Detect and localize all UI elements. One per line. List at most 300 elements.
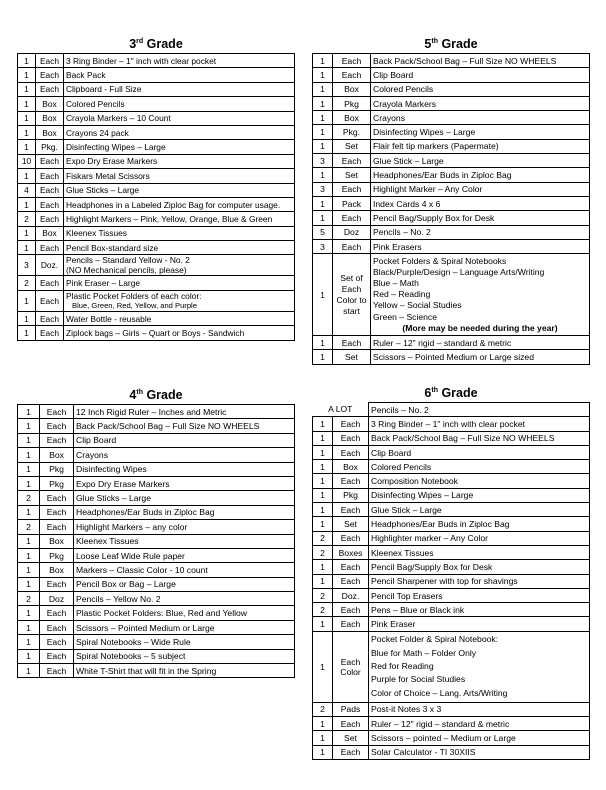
unit-cell: Each [36,183,64,197]
item-cell: Headphones/Ear Buds in Ziploc Bag [371,168,590,182]
unit-cell: Each [333,745,369,759]
table-row [18,154,295,168]
unit-cell: Each [333,182,371,196]
qty-cell: 1 [313,96,333,110]
item-cell: Ziplock bags – Girls – Quart or Boys - Sandwich [64,326,295,340]
unit-cell: Each [40,491,74,505]
unit-cell: Each [36,68,64,82]
unit-cell: Doz [40,592,74,606]
table-row [18,226,295,240]
item-cell: Pencil Box-standard size [64,241,295,255]
table-row [18,405,295,419]
unit-cell: Box [36,111,64,125]
unit-cell: Each [333,417,369,431]
item-cell: Back Pack/School Bag – Full Size NO WHEELS [369,431,590,445]
qty-cell: 1 [313,125,333,139]
item-line: Green – Science [373,311,438,322]
table-row [18,140,295,154]
item-line: Pocket Folder & Spiral Notebook: [371,634,499,645]
qty-cell: 1 [313,196,333,210]
table-row [313,517,590,531]
grade6-table [312,402,590,760]
qty-cell: 1 [313,336,333,350]
item-cell: Expo Dry Erase Markers [74,476,295,490]
qty-cell: 1 [18,534,40,548]
table-row [313,125,590,139]
table-row [18,635,295,649]
unit-cell: Each [333,431,369,445]
unit-cell: Set of Each Color to start [333,254,371,336]
item-cell: Clip Board [74,433,295,447]
table-row [313,336,590,350]
table-row [18,197,295,211]
table-row [18,620,295,634]
qty-cell: 1 [313,417,333,431]
table-row [18,311,295,325]
item-cell: Expo Dry Erase Markers [64,154,295,168]
table-row [18,548,295,562]
unit-cell: Each [36,276,64,290]
qty-cell: 3 [313,239,333,253]
item-cell: Highlight Markers – Pink, Yellow, Orange, Blue & Green [64,212,295,226]
table-row [18,290,295,311]
table-row [18,563,295,577]
table-row [313,403,590,417]
table-row [313,588,590,602]
qty-cell: 1 [313,168,333,182]
table-row [313,111,590,125]
grade4-title: 4th Grade [129,388,183,402]
qty-cell: 1 [18,664,40,678]
table-row [313,431,590,445]
table-row [18,183,295,197]
grade5-section [312,35,590,365]
unit-cell: Pkg [333,96,371,110]
qty-cell: 1 [18,290,36,311]
unit-cell: Each [333,531,369,545]
qty-cell: 2 [313,702,333,716]
qty-cell: 2 [18,491,40,505]
unit-cell: Pkg. [36,140,64,154]
table-row [313,603,590,617]
qty-cell: 1 [313,431,333,445]
item-cell: Crayola Markers – 10 Count [64,111,295,125]
item-cell: Pencil Bag/Supply Box for Desk [371,211,590,225]
qty-cell: 5 [313,225,333,239]
table-row [313,196,590,210]
qty-cell: 1 [313,211,333,225]
item-cell: Pencil Top Erasers [369,588,590,602]
grade3-title: 3rd Grade [129,37,183,51]
unit-cell: Each [36,54,64,68]
qty-cell: 1 [18,68,36,82]
grade6-section [312,384,590,760]
qty-cell: 1 [313,631,333,702]
unit-cell: Each [40,649,74,663]
unit-cell: Box [36,125,64,139]
table-row [18,534,295,548]
item-cell: Pink Eraser [369,617,590,631]
grade5-title: 5th Grade [424,37,478,51]
table-row [313,488,590,502]
item-line: Pocket Folders & Spiral Notebooks [373,255,507,266]
item-cell: Kleenex Tissues [369,545,590,559]
table-row [313,239,590,253]
item-cell: Glue Stick – Large [371,154,590,168]
qty-cell: 1 [313,111,333,125]
table-row [313,631,590,702]
table-row [313,182,590,196]
qty-cell: 1 [18,405,40,419]
qty-cell: 1 [313,139,333,153]
item-cell: Disinfecting Wipes – Large [371,125,590,139]
table-row [313,731,590,745]
table-row [18,326,295,340]
item-cell: Colored Pencils [64,97,295,111]
table-row [18,82,295,96]
qty-cell: 1 [18,577,40,591]
unit-cell: Pkg [40,462,74,476]
item-line: Color of Choice – Lang. Arts/Writing [371,687,508,698]
table-row [18,520,295,534]
qty-cell: 1 [18,125,36,139]
item-cell: Kleenex Tissues [74,534,295,548]
item-cell: Post-it Notes 3 x 3 [369,702,590,716]
qty-cell: 2 [313,545,333,559]
qty-cell: 1 [18,505,40,519]
qty-cell: 3 [313,154,333,168]
table-row [18,592,295,606]
qty-cell: 10 [18,154,36,168]
item-cell: Glue Sticks – Large [74,491,295,505]
item-line: Yellow – Social Studies [373,300,462,311]
qty-cell: 1 [18,649,40,663]
item-cell: Plastic Pocket Folders: Blue, Red and Yellow [74,606,295,620]
item-cell: Fiskars Metal Scissors [64,169,295,183]
unit-cell: Doz. [36,255,64,276]
unit-cell: Box [36,97,64,111]
item-cell: Clip Board [369,445,590,459]
qty-cell: 3 [313,182,333,196]
qty-cell: 1 [18,476,40,490]
item-cell [64,255,295,276]
unit-cell: Each [36,197,64,211]
unit-cell: Each [333,211,371,225]
qty-cell: 1 [18,169,36,183]
table-row [18,255,295,276]
item-cell: Ruler – 12" rigid – standard & metric [371,336,590,350]
table-row [18,462,295,476]
unit-cell: Each [40,620,74,634]
unit-cell: Each [40,577,74,591]
qty-cell: 1 [18,140,36,154]
item-cell: Scissors – Pointed Medium or Large [74,620,295,634]
qty-cell: 1 [18,54,36,68]
unit-cell: Box [333,82,371,96]
item-cell: Spiral Notebooks – Wide Rule [74,635,295,649]
grade4-section [17,386,295,678]
qty-cell: 1 [313,503,333,517]
item-cell: Headphones/Ear Buds in Ziploc Bag [369,517,590,531]
unit-cell: Box [36,226,64,240]
qty-cell: 1 [18,606,40,620]
table-row [313,254,590,336]
item-cell: Back Pack/School Bag – Full Size NO WHEELS [371,54,590,68]
item-cell: Disinfecting Wipes – Large [369,488,590,502]
unit-cell: Each Color [333,631,369,702]
unit-cell: Each [40,433,74,447]
item-cell: Pencils – Yellow No. 2 [74,592,295,606]
unit-cell: Doz [333,225,371,239]
item-cell: Highlighter marker – Any Color [369,531,590,545]
item-cell: Scissors – Pointed Medium or Large sized [371,350,590,364]
item-cell: Composition Notebook [369,474,590,488]
item-cell: Disinfecting Wipes – Large [64,140,295,154]
unit-cell: Each [36,154,64,168]
item-cell: Loose Leaf Wide Rule paper [74,548,295,562]
table-row [18,111,295,125]
unit-cell: Each [333,717,369,731]
item-cell: 3 Ring Binder – 1" inch with clear pocket [64,54,295,68]
qty-cell: 1 [313,617,333,631]
table-row [18,419,295,433]
unit-cell: Each [40,520,74,534]
item-cell: Back Pack [64,68,295,82]
table-row [313,702,590,716]
qty-cell: 1 [18,620,40,634]
unit-cell: Each [333,474,369,488]
unit-cell: Boxes [333,545,369,559]
table-row [313,54,590,68]
unit-cell: Each [333,574,369,588]
table-row [313,417,590,431]
item-cell: Glue Stick – Large [369,503,590,517]
item-cell: Highlight Markers – any color [74,520,295,534]
qty-cell: 1 [313,488,333,502]
qty-cell: 1 [313,517,333,531]
unit-cell: Set [333,168,371,182]
unit-cell: Pads [333,702,369,716]
unit-cell: Each [40,606,74,620]
item-line: Red for Reading [371,661,434,672]
qty-cell: 1 [313,350,333,364]
qty-cell: 1 [18,311,36,325]
table-row [18,606,295,620]
item-cell: Scissors – pointed – Medium or Large [369,731,590,745]
unit-cell: Each [36,169,64,183]
table-row [18,491,295,505]
item-cell: Pens – Blue or Black ink [369,603,590,617]
table-row [18,476,295,490]
unit-cell: Box [40,448,74,462]
qty-cell: 2 [18,520,40,534]
table-row [313,82,590,96]
unit-cell: Each [333,617,369,631]
table-row [313,717,590,731]
table-row [18,68,295,82]
qty-cell: 1 [18,241,36,255]
unit-cell: Box [333,460,369,474]
table-row [18,169,295,183]
table-row [313,560,590,574]
table-row [18,276,295,290]
grade3-section [17,35,295,341]
unit-cell: Box [333,111,371,125]
unit-cell: Each [36,326,64,340]
item-cell: 12 Inch Rigid Ruler – Inches and Metric [74,405,295,419]
table-row [313,96,590,110]
grade6-title: 6th Grade [424,386,478,400]
item-cell: Pink Erasers [371,239,590,253]
table-row [313,574,590,588]
item-cell: Pencil Sharpener with top for shavings [369,574,590,588]
qty-cell: 2 [18,276,36,290]
item-cell: Crayons 24 pack [64,125,295,139]
table-row [313,350,590,364]
qty-cell: 1 [18,111,36,125]
unit-cell: Each [333,54,371,68]
qty-cell: 1 [18,97,36,111]
qty-cell: 1 [18,433,40,447]
unit-cell: Pkg [40,548,74,562]
item-cell: White T-Shirt that will fit in the Spring [74,664,295,678]
item-cell: Pencil Box or Bag – Large [74,577,295,591]
unit-cell: Each [40,664,74,678]
table-row [18,125,295,139]
unit-cell: Set [333,517,369,531]
item-cell: Flair felt tip markers (Papermate) [371,139,590,153]
qty-cell: 1 [313,54,333,68]
qty-cell: 1 [313,68,333,82]
qty-cell: 1 [18,197,36,211]
unit-cell: Pkg [333,488,369,502]
item-cell: Pencil Bag/Supply Box for Desk [369,560,590,574]
qty-cell: 1 [18,326,36,340]
qty-cell: 2 [313,603,333,617]
unit-cell: Each [333,336,371,350]
item-cell: Pencils – No. 2 [369,403,590,417]
table-row [313,531,590,545]
unit-cell: Each [333,603,369,617]
unit-cell: Set [333,350,371,364]
table-row [18,664,295,678]
table-row [18,212,295,226]
item-cell: Highlight Marker – Any Color [371,182,590,196]
unit-cell: Each [333,560,369,574]
item-cell: Crayola Markers [371,96,590,110]
unit-cell: Set [333,731,369,745]
qty-cell: 1 [18,563,40,577]
qty-cell: 1 [18,462,40,476]
item-cell: Spiral Notebooks – 5 subject [74,649,295,663]
table-row [313,211,590,225]
item-cell: Index Cards 4 x 6 [371,196,590,210]
qty-cell: 1 [313,445,333,459]
unit-cell: Each [36,241,64,255]
unit-cell: Pkg. [333,125,371,139]
qty-cell: 1 [18,82,36,96]
table-row [18,448,295,462]
item-text: Plastic Pocket Folders of each color: [66,290,202,301]
unit-cell: Each [40,635,74,649]
item-text: Pencils – Standard Yellow - No. 2 [66,255,190,266]
item-subtext: Blue, Green, Red, Yellow, and Purple [72,300,197,310]
table-row [18,433,295,447]
qty-cell: 2 [313,588,333,602]
qty-cell: 2 [313,531,333,545]
unit-cell: Pkg [40,476,74,490]
unit-cell: Each [36,82,64,96]
item-line: Blue – Math [373,277,419,288]
table-row [18,241,295,255]
qty-cell: 1 [18,419,40,433]
qty-cell: 1 [313,731,333,745]
item-cell [371,254,590,336]
qty-cell: 1 [313,474,333,488]
qty-cell: 1 [313,717,333,731]
qty-cell: 1 [18,226,36,240]
item-cell: Back Pack/School Bag – Full Size NO WHEELS [74,419,295,433]
item-cell: Crayons [74,448,295,462]
item-cell: Solar Calculator - TI 30XIIS [369,745,590,759]
unit-cell: Each [333,68,371,82]
table-row [18,54,295,68]
unit-cell: Set [333,139,371,153]
table-row [313,617,590,631]
unit-cell: Each [40,505,74,519]
table-row [313,545,590,559]
unit-cell: Each [36,212,64,226]
item-cell: Markers – Classic Color - 10 count [74,563,295,577]
qty-cell: 1 [313,560,333,574]
qty-cell: 1 [313,82,333,96]
qty-cell: 1 [18,448,40,462]
qty-cell: 1 [18,635,40,649]
qty-cell: 1 [313,574,333,588]
qty-cell: 1 [313,460,333,474]
item-cell: Colored Pencils [371,82,590,96]
unit-cell: Box [40,534,74,548]
table-row [313,745,590,759]
unit-cell: Each [40,419,74,433]
item-cell: Clip Board [371,68,590,82]
grade5-table [312,53,590,365]
table-row [18,649,295,663]
table-row [18,97,295,111]
table-row [313,225,590,239]
unit-cell: Each [333,503,369,517]
qty-cell: 3 [18,255,36,276]
unit-cell: Each [36,311,64,325]
qty-cell: 1 [313,745,333,759]
item-cell [64,290,295,311]
item-cell: 3 Ring Binder – 1" inch with clear pocket [369,417,590,431]
table-row [18,505,295,519]
item-cell: Headphones in a Labeled Ziploc Bag for computer usage. [64,197,295,211]
qty-cell: 1 [18,548,40,562]
item-line: Red – Reading [373,289,431,300]
table-row [18,577,295,591]
unit-cell: Each [40,405,74,419]
unit-cell: Box [40,563,74,577]
item-cell: Colored Pencils [369,460,590,474]
unit-cell: Each [36,290,64,311]
item-cell: Clipboard - Full Size [64,82,295,96]
item-line: Black/Purple/Design – Language Arts/Writing [373,266,545,277]
unit-cell: Each [333,239,371,253]
item-cell: Kleenex Tissues [64,226,295,240]
table-row [313,168,590,182]
